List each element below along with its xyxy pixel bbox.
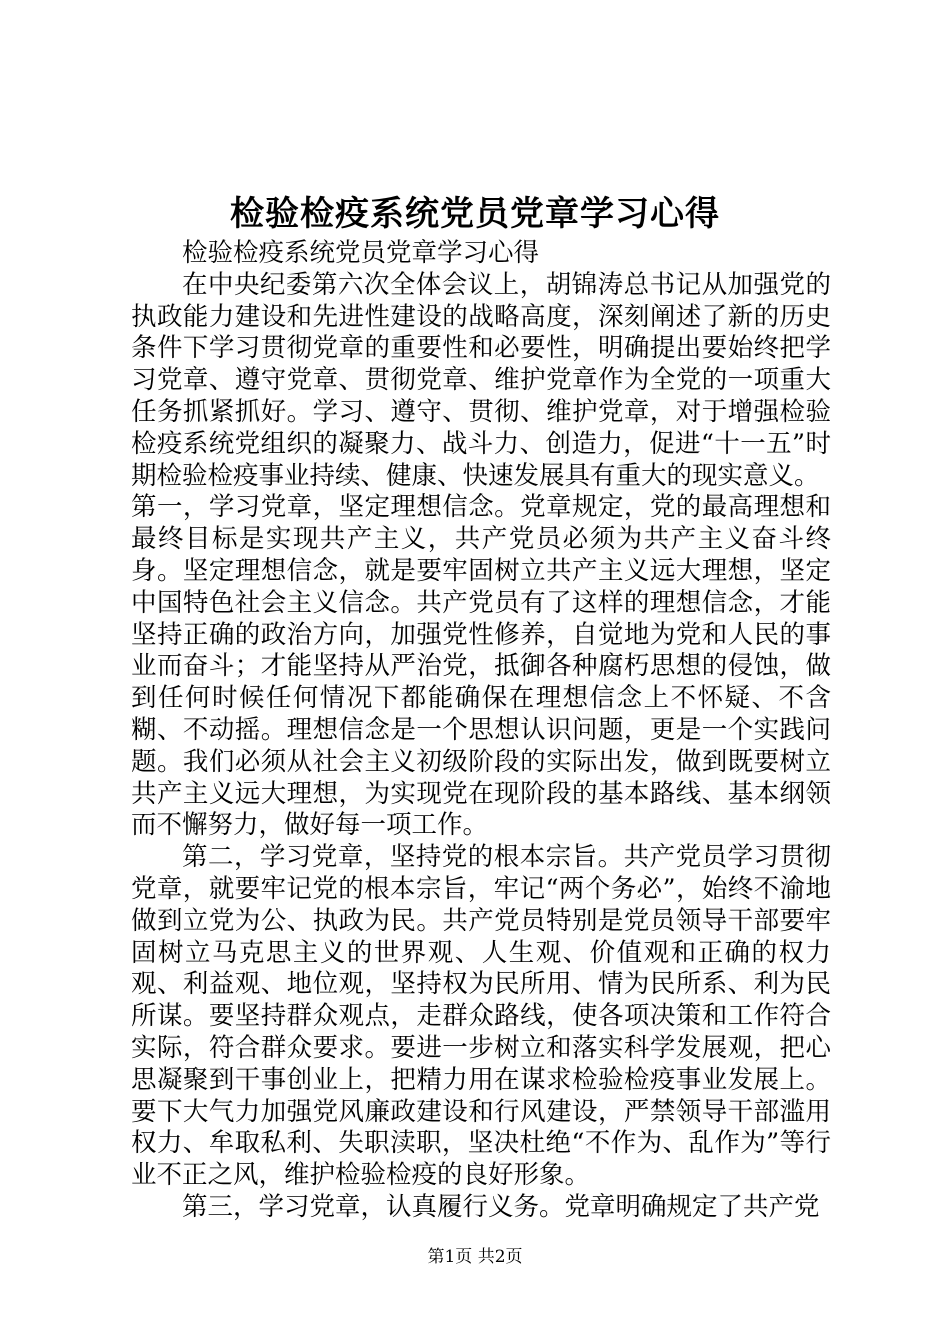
intro-paragraph: 在中央纪委第六次全体会议上，胡锦涛总书记从加强党的执政能力建设和先进性建设的战略高度，深刻阐述了新的历史条件下学习贯彻党章的重要性和必要性，明确提出要始终把学习党章、遵守党章、贯彻党章、维护党章作为全党的一项重大任务抓紧抓好。学习、遵守、贯彻、维护党章，对于增强检验检疫系统党组织的凝聚力、战斗力、创造力，促进“十一五”时期检验检疫事业持续、健康、快速发展具有重大的现实意义。 [131,269,831,491]
document-body [131,238,831,1224]
paragraph-second: 第二，学习党章，坚持党的根本宗旨。共产党员学习贯彻党章，就要牢记党的根本宗旨，牢记“两个务必”，始终不渝地做到立党为公、执政为民。共产党员特别是党员领导干部要牢固树立马克思主义的世界观、人生观、价值观和正确的权力观、利益观、地位观，坚持权为民所用、情为民所系、利为民所谋。要坚持群众观点，走群众路线，使各项决策和工作符合实际，符合群众要求。要进一步树立和落实科学发展观，把心思凝聚到干事创业上，把精力用在谋求检验检疫事业发展上。要下大气力加强党风廉政建设和行风建设，严禁领导干部滥用权力、牟取私利、失职渎职，坚决杜绝“不作为、乱作为”等行业不正之风，维护检验检疫的良好形象。 [131,842,831,1191]
subtitle-paragraph: 检验检疫系统党员党章学习心得 [182,238,540,268]
page-number-footer: 第1页 共2页 [427,1247,523,1267]
paragraph-third: 第三，学习党章，认真履行义务。党章明确规定了共产党 [182,1191,820,1222]
paragraph-first: 第一，学习党章，坚定理想信念。党章规定，党的最高理想和最终目标是实现共产主义，共产党员必须为共产主义奋斗终身。坚定理想信念，就是要牢固树立共产主义远大理想，坚定中国特色社会主义信念。共产党员有了这样的理想信念，才能坚持正确的政治方向，加强党性修养，自觉地为党和人民的事业而奋斗；才能坚持从严治党，抵御各种腐朽思想的侵蚀，做到任何时候任何情况下都能确保在理想信念上不怀疑、不含糊、不动摇。理想信念是一个思想认识问题，更是一个实践问题。我们必须从社会主义初级阶段的实际出发，做到既要树立共产主义远大理想，为实现党在现阶段的基本路线、基本纲领而不懈努力，做好每一项工作。 [131,492,831,841]
document-title: 检验检疫系统党员党章学习心得 [230,194,720,234]
